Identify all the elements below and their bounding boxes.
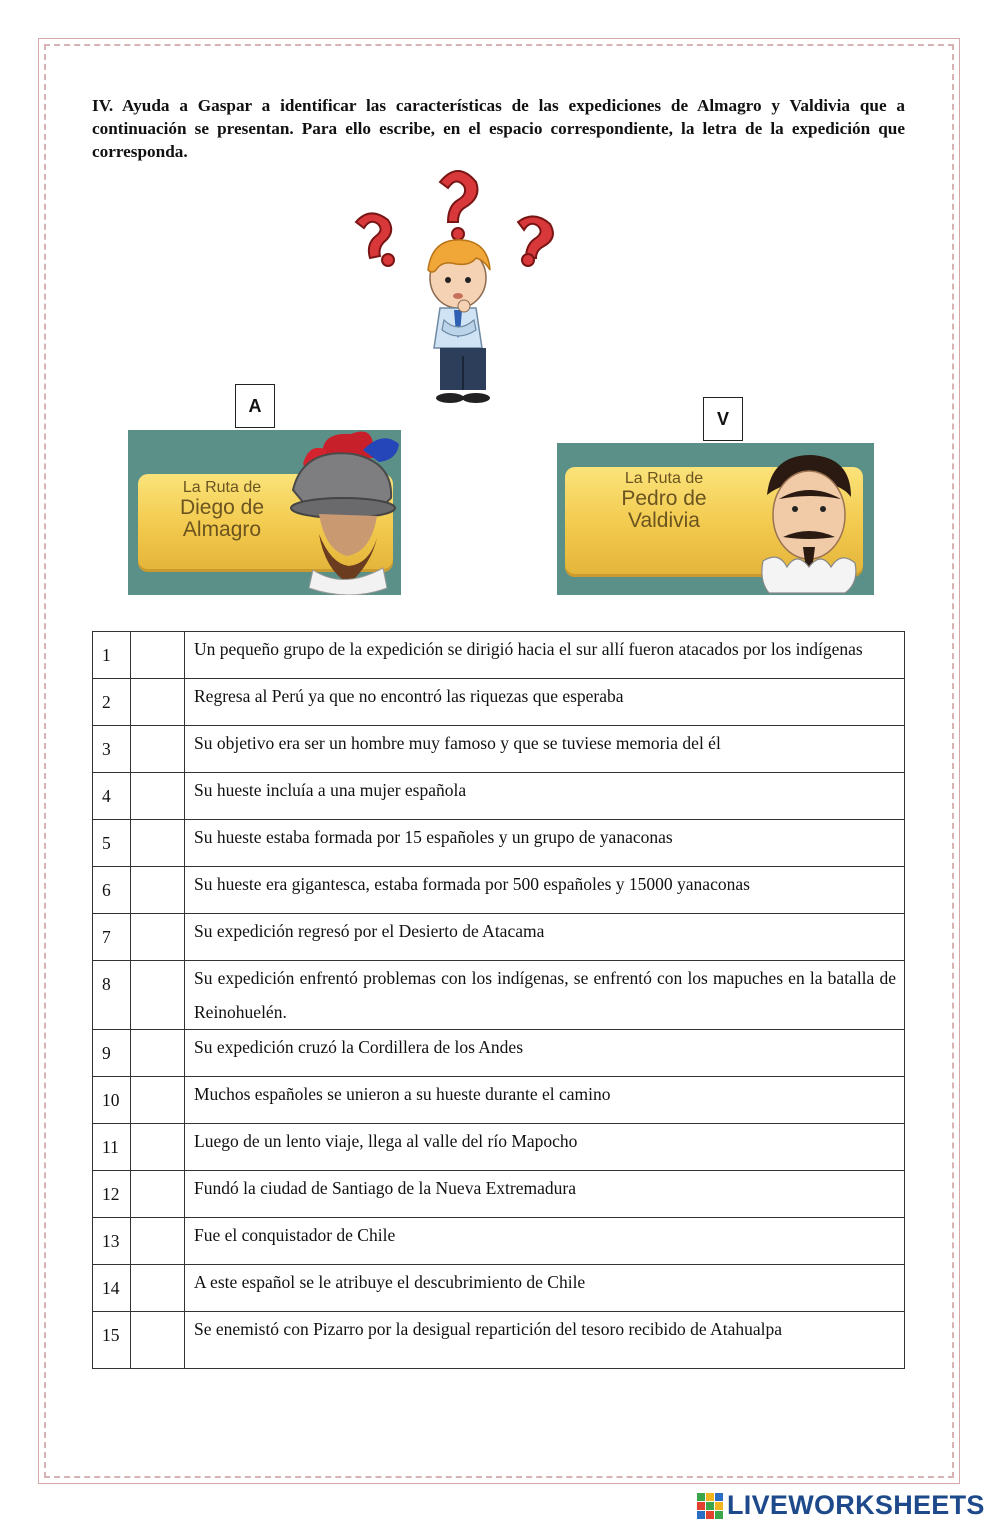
row-number: 7 [93,914,131,961]
answer-key-box-almagro: A [235,384,275,428]
instruction-text: IV. Ayuda a Gaspar a identificar las características de las expediciones de Almagro y Valdivia que a continuación se presentan. Para ello escribe, en el espacio correspondiente, la letra de la expedición que corresponda. [92,96,905,161]
row-number: 5 [93,820,131,867]
answer-cell[interactable] [131,1218,185,1265]
table-row [93,1218,905,1265]
row-statement: Su objetivo era ser un hombre muy famoso y que se tuviese memoria del él [185,726,905,773]
table-row [93,1077,905,1124]
table-row [93,773,905,820]
table-row [93,1124,905,1171]
answer-cell[interactable] [131,1171,185,1218]
row-statement: Fue el conquistador de Chile [185,1218,905,1265]
answer-cell[interactable] [131,820,185,867]
table-row [93,1171,905,1218]
row-number: 1 [93,632,131,679]
table-row [93,820,905,867]
liveworksheets-logo-icon [697,1493,723,1519]
table-row [93,961,905,1030]
answer-cell[interactable] [131,1124,185,1171]
answer-cell[interactable] [131,679,185,726]
row-number: 11 [93,1124,131,1171]
answer-cell[interactable] [131,867,185,914]
almagro-banner-line1: La Ruta de [182,479,262,496]
row-number: 10 [93,1077,131,1124]
row-number: 15 [93,1312,131,1369]
row-statement: Su expedición regresó por el Desierto de Atacama [185,914,905,961]
table-row [93,632,905,679]
answer-cell[interactable] [131,1265,185,1312]
answer-cell[interactable] [131,914,185,961]
row-statement: Su expedición cruzó la Cordillera de los Andes [185,1030,905,1077]
almagro-banner-line3: Almagro [182,517,262,541]
row-statement: Fundó la ciudad de Santiago de la Nueva Extremadura [185,1171,905,1218]
valdivia-banner [557,443,874,595]
answer-cell[interactable] [131,1312,185,1369]
liveworksheets-brand [697,1490,985,1521]
characteristics-table [92,631,905,1369]
row-statement: Se enemistó con Pizarro por la desigual repartición del tesoro recibido de Atahualpa [185,1312,905,1369]
table-row [93,679,905,726]
table-row [93,726,905,773]
row-number: 13 [93,1218,131,1265]
row-statement: Muchos españoles se unieron a su hueste durante el camino [185,1077,905,1124]
table-row [93,867,905,914]
table-row [93,1265,905,1312]
row-number: 6 [93,867,131,914]
valdivia-banner-line3: Valdivia [628,508,700,532]
table-row [93,1312,905,1369]
row-number: 2 [93,679,131,726]
row-statement: Luego de un lento viaje, llega al valle del río Mapocho [185,1124,905,1171]
answer-cell[interactable] [131,1030,185,1077]
valdivia-banner-line1: La Ruta de [624,470,704,487]
row-number: 14 [93,1265,131,1312]
almagro-banner [128,430,401,595]
answer-cell[interactable] [131,773,185,820]
row-statement: Un pequeño grupo de la expedición se dirigió hacia el sur allí fueron atacados por los indígenas [185,632,905,679]
row-statement: Regresa al Perú ya que no encontró las riquezas que esperaba [185,679,905,726]
row-number: 3 [93,726,131,773]
row-statement: Su hueste era gigantesca, estaba formada por 500 españoles y 15000 yanaconas [185,867,905,914]
row-number: 4 [93,773,131,820]
row-statement: Su expedición enfrentó problemas con los indígenas, se enfrentó con los mapuches en la batalla de Reinohuelén. [185,961,905,1030]
answer-cell[interactable] [131,726,185,773]
row-number: 9 [93,1030,131,1077]
row-statement: A este español se le atribuye el descubrimiento de Chile [185,1265,905,1312]
almagro-banner-line2: Diego de [179,495,265,519]
answer-key-box-valdivia: V [703,397,743,441]
valdivia-banner-line2: Pedro de [621,486,707,510]
table-row [93,914,905,961]
liveworksheets-brand-text: LIVEWORKSHEETS [727,1490,985,1520]
row-number: 12 [93,1171,131,1218]
table-row [93,1030,905,1077]
answer-cell[interactable] [131,1077,185,1124]
row-statement: Su hueste incluía a una mujer española [185,773,905,820]
row-number: 8 [93,961,131,1030]
valdivia-portrait [753,443,863,595]
answer-cell[interactable] [131,632,185,679]
confused-boy-illustration [340,160,570,410]
answer-cell[interactable] [131,961,185,1030]
row-statement: Su hueste estaba formada por 15 españoles y un grupo de yanaconas [185,820,905,867]
almagro-portrait [263,430,401,595]
